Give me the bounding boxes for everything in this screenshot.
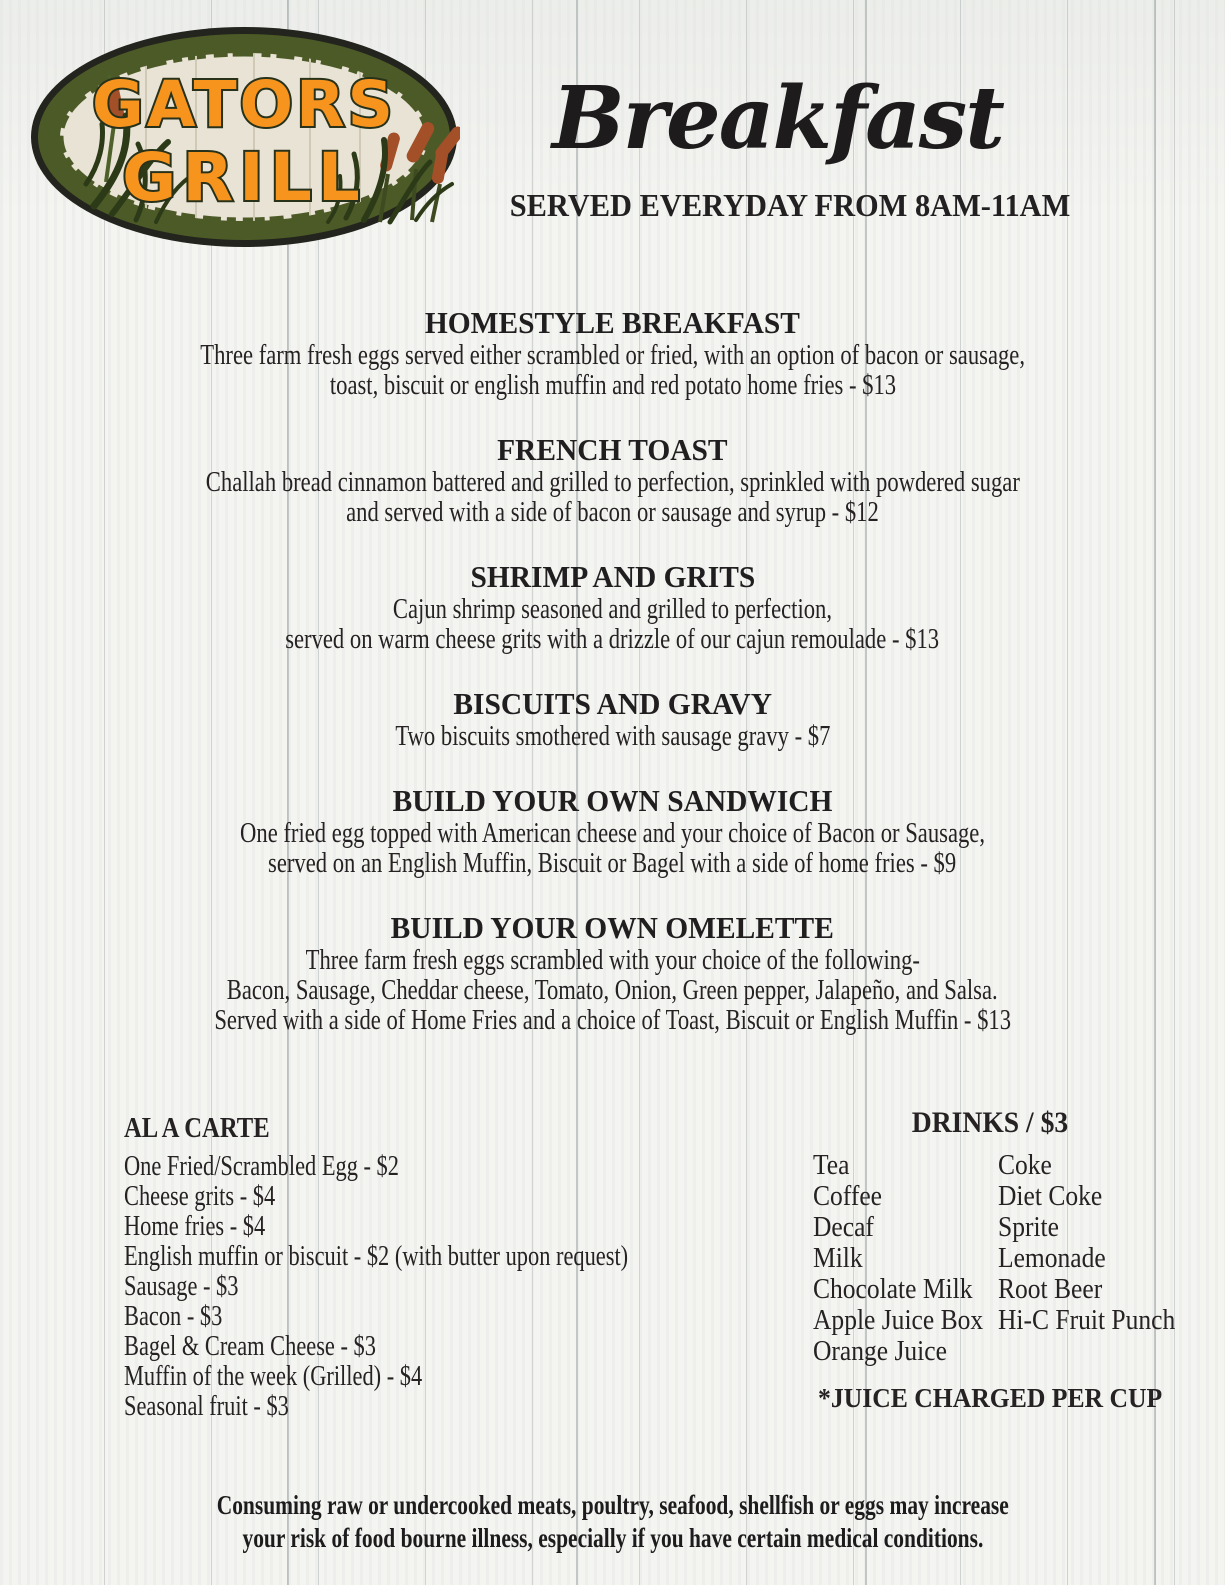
alacarte-item: Cheese grits - $4 (124, 1181, 276, 1212)
alacarte-section (124, 1112, 744, 1422)
alacarte-item: One Fried/Scrambled Egg - $2 (124, 1151, 399, 1182)
section-description-line: Cajun shrimp seasoned and grilled to perfection, (392, 593, 833, 625)
section-description-line: Two biscuits smothered with sausage gravy - $7 (394, 720, 831, 752)
masthead (495, 68, 1071, 224)
drink-item: Chocolate Milk (813, 1273, 973, 1305)
section-description-line: Served with a side of Home Fries and a choice of Toast, Biscuit or English Muffin - $13 (214, 1004, 1011, 1036)
section-description-line: served on warm cheese grits with a drizzle of our cajun remoulade - $13 (285, 623, 940, 655)
alacarte-item: Bacon - $3 (124, 1301, 223, 1332)
section-title: SHRIMP AND GRITS (470, 559, 755, 594)
section-title: BUILD YOUR OWN SANDWICH (392, 783, 833, 818)
alacarte-item: Muffin of the week (Grilled) - $4 (124, 1361, 423, 1392)
alacarte-title: AL A CARTE (124, 1113, 270, 1144)
section-description-line: Three farm fresh eggs scrambled with your choice of the following- (305, 944, 920, 976)
menu-section-french-toast (0, 433, 1225, 527)
health-disclaimer (0, 1488, 1225, 1554)
section-description-line: toast, biscuit or english muffin and red potato home fries - $13 (329, 369, 896, 401)
drink-item: Sprite (998, 1211, 1059, 1243)
disclaimer-line-2: your risk of food bourne illness, especially if you have certain medical conditions. (242, 1522, 983, 1553)
section-description-line: Bacon, Sausage, Cheddar cheese, Tomato, Onion, Green pepper, Jalapeño, and Salsa. (227, 974, 998, 1006)
drink-item: Decaf (813, 1211, 874, 1243)
drinks-section (785, 1106, 1195, 1414)
drink-item: Root Beer (998, 1273, 1103, 1305)
drink-item: Coffee (813, 1180, 882, 1212)
drink-item: Lemonade (998, 1242, 1106, 1274)
disclaimer-line-1: Consuming raw or undercooked meats, poultry, seafood, shellfish or eggs may increase (216, 1489, 1009, 1520)
served-hours-subtitle: SERVED EVERYDAY FROM 8AM-11AM (509, 186, 1071, 223)
drink-item: Orange Juice (813, 1335, 947, 1367)
alacarte-item: Bagel & Cream Cheese - $3 (124, 1331, 376, 1362)
section-description-line: One fried egg topped with American cheese and your choice of Bacon or Sausage, (240, 817, 985, 849)
menu-section-build-your-own-omelette (0, 911, 1225, 1035)
drink-item: Tea (813, 1149, 850, 1181)
drink-item: Apple Juice Box (813, 1304, 984, 1336)
menu-section-build-your-own-sandwich (0, 784, 1225, 878)
section-description-line: served on an English Muffin, Biscuit or Bagel with a side of home fries - $9 (268, 847, 957, 879)
section-title: BISCUITS AND GRAVY (453, 686, 772, 721)
section-description-line: and served with a side of bacon or sausage and syrup - $12 (346, 496, 879, 528)
alacarte-item: Home fries - $4 (124, 1211, 266, 1242)
menu-section-shrimp-and-grits (0, 560, 1225, 654)
logo-word-grill: GRILL (122, 139, 366, 216)
drink-item: Hi-C Fruit Punch (998, 1304, 1176, 1336)
alacarte-item: Seasonal fruit - $3 (124, 1391, 289, 1422)
menu-section-biscuits-and-gravy (0, 687, 1225, 751)
alacarte-item: English muffin or biscuit - $2 (with butter upon request) (124, 1241, 629, 1272)
drinks-columns (785, 1150, 1195, 1367)
drink-item: Diet Coke (998, 1180, 1103, 1212)
drink-item: Coke (998, 1149, 1052, 1181)
section-title: BUILD YOUR OWN OMELETTE (390, 910, 835, 945)
drinks-title: DRINKS / $3 (911, 1106, 1069, 1139)
menu-section-homestyle-breakfast (0, 306, 1225, 400)
drink-item: Milk (813, 1242, 863, 1274)
section-title: FRENCH TOAST (497, 432, 728, 467)
drinks-column-1 (813, 1150, 998, 1367)
logo-word-gators: GATORS (92, 68, 396, 141)
section-title: HOMESTYLE BREAKFAST (424, 305, 801, 340)
drinks-column-2 (998, 1150, 1199, 1367)
gators-grill-logo (28, 24, 460, 250)
section-description-line: Three farm fresh eggs served either scrambled or fried, with an option of bacon or sausage, (200, 339, 1025, 371)
alacarte-item: Sausage - $3 (124, 1271, 239, 1302)
juice-charge-note: *JUICE CHARGED PER CUP (817, 1383, 1163, 1413)
section-description-line: Challah bread cinnamon battered and grilled to perfection, sprinkled with powdered sugar (205, 466, 1020, 498)
page-title: Breakfast (552, 68, 1003, 169)
menu-sections (0, 306, 1225, 1068)
